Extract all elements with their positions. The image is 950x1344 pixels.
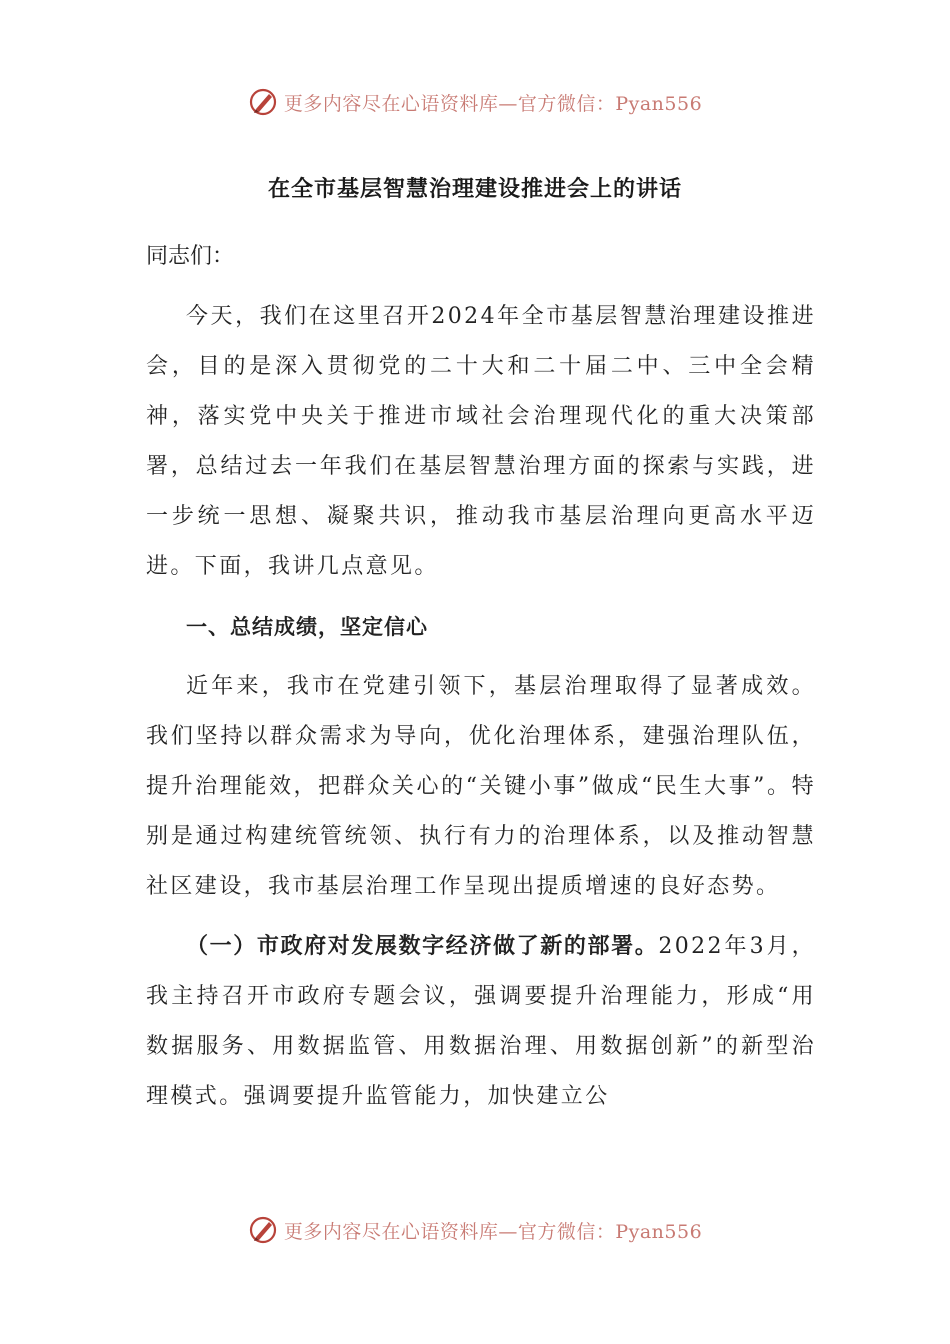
subsection-lead: （一）市政府对发展数字经济做了新的部署。 (186, 934, 659, 959)
subsection-paragraph (146, 922, 816, 1122)
banner-text: 更多内容尽在心语资料库—官方微信：Pyan556 (283, 92, 703, 115)
document-title: 在全市基层智慧治理建设推进会上的讲话 (267, 177, 682, 202)
pen-logo-icon (248, 87, 278, 117)
salutation: 同志们： (146, 244, 235, 269)
banner-text: 更多内容尽在心语资料库—官方微信：Pyan556 (283, 1220, 703, 1243)
document-body (146, 232, 816, 1132)
section-heading: 一、总结成绩，坚定信心 (186, 615, 428, 639)
section-paragraph: 近年来，我市在党建引领下，基层治理取得了显著成效。我们坚持以群众需求为导向，优化治理体系，建强治理队伍，提升治理能效，把群众关心的“关键小事”做成“民生大事”。特别是通过构建统管统领、执行有力的治理体系，以及推动智慧社区建设，我市基层治理工作呈现出提质增速的良好态势。 (146, 674, 816, 899)
footer-banner (0, 1210, 950, 1250)
intro-paragraph: 今天，我们在这里召开2024年全市基层智慧治理建设推进会，目的是深入贯彻党的二十大和二十届二中、三中全会精神，落实党中央关于推进市域社会治理现代化的重大决策部署，总结过去一年我们在基层智慧治理方面的探索与实践，进一步统一思想、凝聚共识，推动我市基层治理向更高水平迈进。下面，我讲几点意见。 (146, 304, 816, 579)
subsection-text: 2022年3月，我主持召开市政府专题会议，强调要提升治理能力，形成“用数据服务、用数据监管、用数据治理、用数据创新”的新型治理模式。强调要提升监管能力，加快建立公 (146, 934, 816, 1109)
pen-logo-icon (248, 1215, 278, 1245)
header-banner (0, 82, 950, 122)
